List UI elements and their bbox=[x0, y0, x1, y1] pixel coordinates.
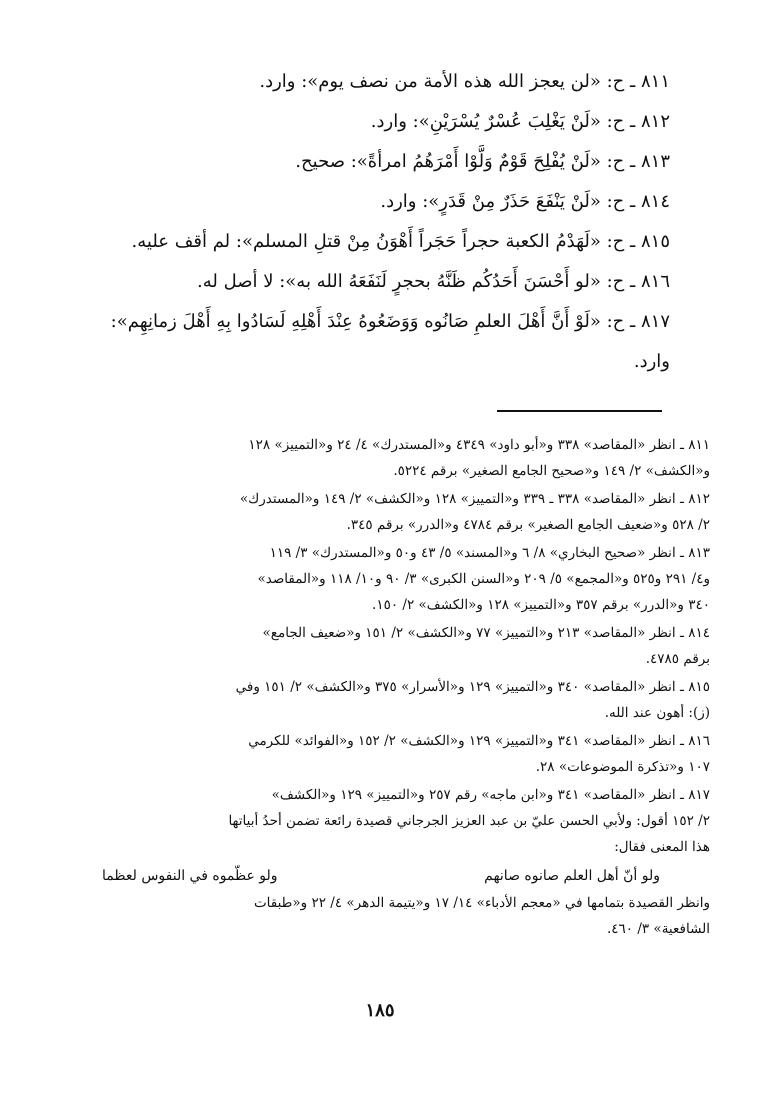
hadith-entry-812: ٨١٢ ـ ح: «لَنْ يَغْلِبَ عُسْرٌ يُسْرَيْنِ»: وارد. bbox=[370, 111, 670, 132]
hadith-entry-811: ٨١١ ـ ح: «لن يعجز الله هذه الأمة من نصف يوم»: وارد. bbox=[259, 71, 670, 92]
footnote-line: و٤/ ٢٩١ و٥٢٥ و«المجمع» ٥/ ٢٠٩ و«السنن الكبرى» ٣/ ٩٠ و١٠/ ١١٨ و«المقاصد» bbox=[257, 571, 710, 587]
footnote-line: ٢/ ١٥٢ أقول: ولأبي الحسن عليّ بن عبد العزيز الجرجاني قصيدة رائعة تضمن أحدُ أبياتها bbox=[228, 813, 710, 829]
hadith-entry-817: ٨١٧ ـ ح: «لَوْ أَنَّ أَهْلَ العلمِ صَانُوه وَوَضَعُوهُ عِنْدَ أَهْلِهِ لَسَادُوا بِهِ أَهْلَ زمانِهِم»: bbox=[110, 311, 670, 332]
hadith-entry-817-verdict: وارد. bbox=[633, 351, 670, 372]
poem-verse bbox=[42, 862, 710, 890]
footnote-line: ١٠٧ و«تذكرة الموضوعات» ٢٨. bbox=[535, 759, 710, 775]
footnote-line: ٣٤٠ و«الدرر» برقم ٣٥٧ و«التمييز» ١٢٨ و«الكشف» ٢/ ١٥٠. bbox=[372, 597, 710, 613]
footnote-line: الشافعية» ٣/ ٤٦٠. bbox=[606, 921, 710, 937]
hadith-entries bbox=[60, 62, 670, 382]
footnote-812 bbox=[42, 486, 710, 538]
footnote-815 bbox=[42, 674, 710, 726]
verse-first-hemistich: ولو أنّ أهل العلم صانوه صانهم bbox=[484, 868, 660, 884]
footnote-line: ٢/ ٥٢٨ و«ضعيف الجامع الصغير» برقم ٤٧٨٤ و«الدرر» برقم ٣٤٥. bbox=[346, 517, 710, 533]
footnote-line: ٨١٦ ـ انظر «المقاصد» ٣٤١ و«التمييز» ١٢٩ و«الكشف» ٢/ ١٥٢ و«الفوائد» للكرمي bbox=[248, 733, 710, 749]
footnote-closing bbox=[42, 890, 710, 942]
footnote-line: وانظر القصيدة بتمامها في «معجم الأدباء» ١٤/ ١٧ و«يتيمة الدهر» ٤/ ٢٢ و«طبقات bbox=[253, 895, 710, 911]
verse-second-hemistich: ولو عظّموه في النفوس لعظما bbox=[102, 868, 278, 884]
footnote-line: برقم ٤٧٨٥. bbox=[645, 651, 710, 667]
footnote-line: ٨١٢ ـ انظر «المقاصد» ٣٣٨ ـ ٣٣٩ و«التمييز» ١٢٨ و«الكشف» ٢/ ١٤٩ و«المستدرك» bbox=[239, 491, 710, 507]
hadith-entry-813: ٨١٣ ـ ح: «لَنْ يُفْلِحَ قَوْمٌ وَلَّوْا أَمْرَهُمُ امرأةً»: صحيح. bbox=[295, 151, 670, 172]
hadith-entry-815: ٨١٥ ـ ح: «لَهَدْمُ الكعبة حجراً حَجَراً أَهْوَنُ مِنْ قتلِ المسلم»: لم أقف عليه. bbox=[131, 231, 670, 252]
footnote-line: ٨١٤ ـ انظر «المقاصد» ٢١٣ و«التمييز» ٧٧ و«الكشف» ٢/ ١٥١ و«ضعيف الجامع» bbox=[262, 625, 710, 641]
footnote-816 bbox=[42, 728, 710, 780]
footnote-811 bbox=[42, 432, 710, 484]
footnote-813 bbox=[42, 540, 710, 618]
footnote-line: (ز): أهون عند الله. bbox=[604, 705, 710, 721]
footnote-line: ٨١٧ ـ انظر «المقاصد» ٣٤١ و«ابن ماجه» رقم ٢٥٧ و«التمييز» ١٢٩ و«الكشف» bbox=[271, 787, 710, 803]
footnote-divider bbox=[497, 410, 662, 412]
hadith-entry-816: ٨١٦ ـ ح: «لو أَحْسَنَ أَحَدُكُم ظَنَّهُ بحجرٍ لَنَفَعَهُ الله به»: لا أصل له. bbox=[197, 271, 670, 292]
footnote-line: ٨١١ ـ انظر «المقاصد» ٣٣٨ و«أبو داود» ٤٣٤٩ و«المستدرك» ٤/ ٢٤ و«التمييز» ١٢٨ bbox=[248, 437, 710, 453]
footnote-line: ٨١٣ ـ انظر «صحيح البخاري» ٨/ ٦ و«المسند» ٥/ ٤٣ و٥٠ و«المستدرك» ٣/ ١١٩ bbox=[269, 545, 710, 561]
footnote-line: ٨١٥ ـ انظر «المقاصد» ٣٤٠ و«التمييز» ١٢٩ و«الأسرار» ٣٧٥ و«الكشف» ٢/ ١٥١ وفي bbox=[235, 679, 710, 695]
hadith-entry-814: ٨١٤ ـ ح: «لَنْ يَنْفَعَ حَذَرٌ مِنْ قَدَرٍ»: وارد. bbox=[380, 191, 670, 212]
footnotes bbox=[42, 432, 710, 944]
footnote-line: و«الكشف» ٢/ ١٤٩ و«صحيح الجامع الصغير» برقم ٥٢٢٤. bbox=[393, 463, 710, 479]
footnote-line: هذا المعنى فقال: bbox=[614, 839, 710, 855]
footnote-814 bbox=[42, 620, 710, 672]
page-number: ١٨٥ bbox=[365, 1000, 395, 1021]
footnote-817 bbox=[42, 782, 710, 860]
